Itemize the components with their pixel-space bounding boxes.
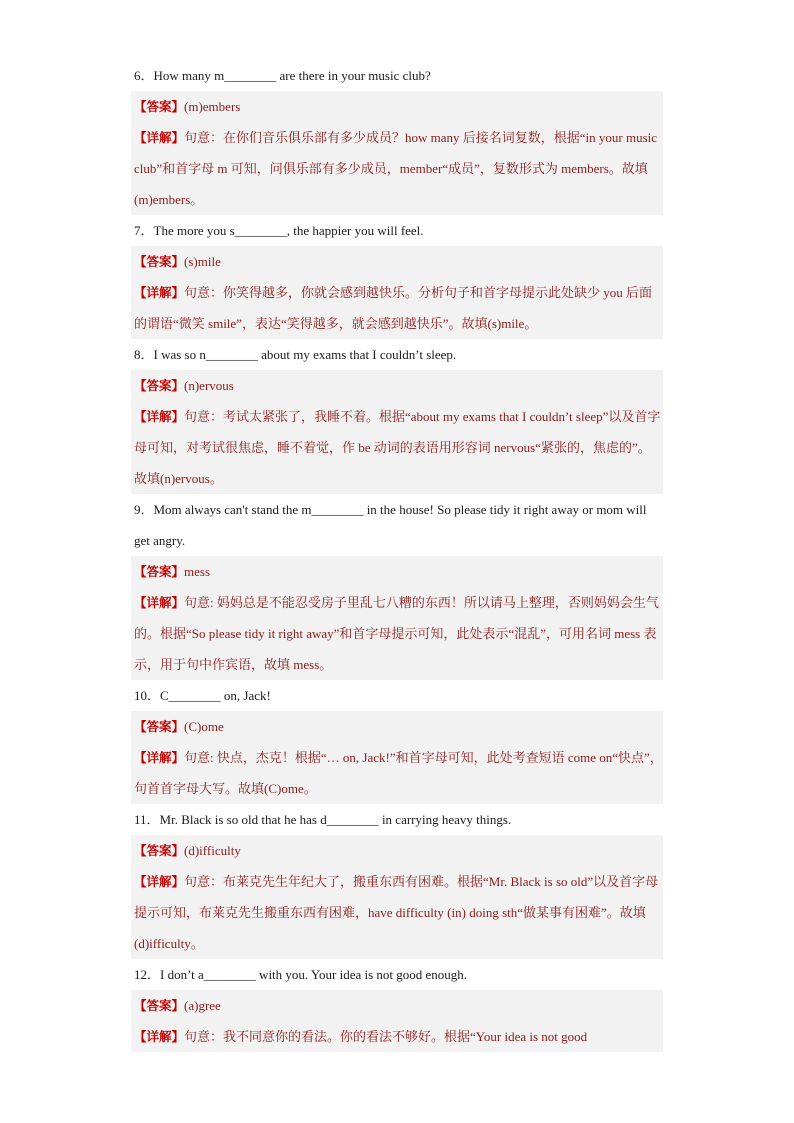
question-12: 12．I don’t a________ with you. Your idea is not good enough. bbox=[134, 967, 468, 982]
detail-text: 句意: 快点，杰克！根据“… on, Jack!”和首字母可知，此处考查短语 come on“快点”，句首首字母大写。故填(C)ome。 bbox=[134, 750, 663, 796]
detail-text: 句意：考试太紧张了，我睡不着。根据“about my exams that I couldn’t sleep”以及首字母可知，对考试很焦虑，睡不着觉，作 be 动词的表语用形容词 nervous“紧张的，焦虑的”。故填(n)ervous。 bbox=[134, 409, 661, 486]
detail-line bbox=[134, 587, 663, 680]
detail-line bbox=[134, 866, 663, 959]
answer-line bbox=[134, 246, 663, 277]
answer-text: (a)gree bbox=[184, 998, 221, 1013]
detail-text: 句意：在你们音乐俱乐部有多少成员？how many 后接名词复数，根据“in your music club”和首字母 m 可知，问俱乐部有多少成员，member“成员”，复数形式为 members。故填(m)embers。 bbox=[134, 130, 658, 207]
question-9: 9．Mom always can't stand the m________ in the house! So please tidy it right away or mom will get angry. bbox=[134, 502, 650, 548]
detail-text: 句意：我不同意你的看法。你的看法不够好。根据“Your idea is not good bbox=[184, 1029, 588, 1044]
answer-tag: 【答案】 bbox=[134, 564, 185, 579]
answer-line bbox=[134, 556, 663, 587]
answer-block-9 bbox=[131, 556, 663, 680]
answer-line bbox=[134, 91, 663, 122]
answer-block-12 bbox=[131, 990, 663, 1052]
detail-tag: 【详解】 bbox=[134, 1029, 185, 1044]
detail-text: 句意: 妈妈总是不能忍受房子里乱七八糟的东西！所以请马上整理，否则妈妈会生气的。根据“So please tidy it right away”和首字母提示可知，此处表示“混乱”，可用名词 mess 表示，用于句中作宾语，故填 mess。 bbox=[134, 595, 659, 672]
detail-text: 句意：布莱克先生年纪大了，搬重东西有困难。根据“Mr. Black is so old”以及首字母提示可知，布莱克先生搬重东西有困难，have difficulty (in) doing sth“做某事有困难”。故填(d)ifficulty。 bbox=[134, 874, 659, 951]
document-page bbox=[131, 60, 663, 1052]
detail-tag: 【详解】 bbox=[134, 874, 185, 889]
answer-tag: 【答案】 bbox=[134, 719, 185, 734]
answer-text: (C)ome bbox=[184, 719, 224, 734]
answer-block-7 bbox=[131, 246, 663, 339]
detail-tag: 【详解】 bbox=[134, 595, 185, 610]
detail-line bbox=[134, 1021, 663, 1052]
answer-text: (s)mile bbox=[184, 254, 221, 269]
answer-line bbox=[134, 835, 663, 866]
question-7: 7．The more you s________, the happier you will feel. bbox=[134, 223, 424, 238]
question-11: 11．Mr. Black is so old that he has d________ in carrying heavy things. bbox=[134, 812, 512, 827]
detail-tag: 【详解】 bbox=[134, 285, 185, 300]
detail-text: 句意：你笑得越多，你就会感到越快乐。分析句子和首字母提示此处缺少 you 后面的谓语“微笑 smile”，表达“笑得越多，就会感到越快乐”。故填(s)mile。 bbox=[134, 285, 653, 331]
answer-tag: 【答案】 bbox=[134, 99, 185, 114]
detail-tag: 【详解】 bbox=[134, 409, 185, 424]
answer-block-8 bbox=[131, 370, 663, 494]
answer-block-6 bbox=[131, 91, 663, 215]
detail-tag: 【详解】 bbox=[134, 750, 185, 765]
answer-tag: 【答案】 bbox=[134, 843, 185, 858]
answer-text: (m)embers bbox=[184, 99, 241, 114]
answer-block-10 bbox=[131, 711, 663, 804]
answer-text: mess bbox=[184, 564, 211, 579]
detail-line bbox=[134, 742, 663, 804]
answer-line bbox=[134, 370, 663, 401]
detail-line bbox=[134, 277, 663, 339]
detail-tag: 【详解】 bbox=[134, 130, 185, 145]
question-8: 8．I was so n________ about my exams that I couldn’t sleep. bbox=[134, 347, 457, 362]
answer-block-11 bbox=[131, 835, 663, 959]
answer-tag: 【答案】 bbox=[134, 998, 185, 1013]
detail-line bbox=[134, 401, 663, 494]
answer-line bbox=[134, 990, 663, 1021]
answer-text: (d)ifficulty bbox=[184, 843, 241, 858]
answer-tag: 【答案】 bbox=[134, 254, 185, 269]
answer-line bbox=[134, 711, 663, 742]
answer-text: (n)ervous bbox=[184, 378, 234, 393]
question-6: 6．How many m________ are there in your music club? bbox=[134, 68, 431, 83]
detail-line bbox=[134, 122, 663, 215]
question-10: 10．C________ on, Jack! bbox=[134, 688, 271, 703]
answer-tag: 【答案】 bbox=[134, 378, 185, 393]
